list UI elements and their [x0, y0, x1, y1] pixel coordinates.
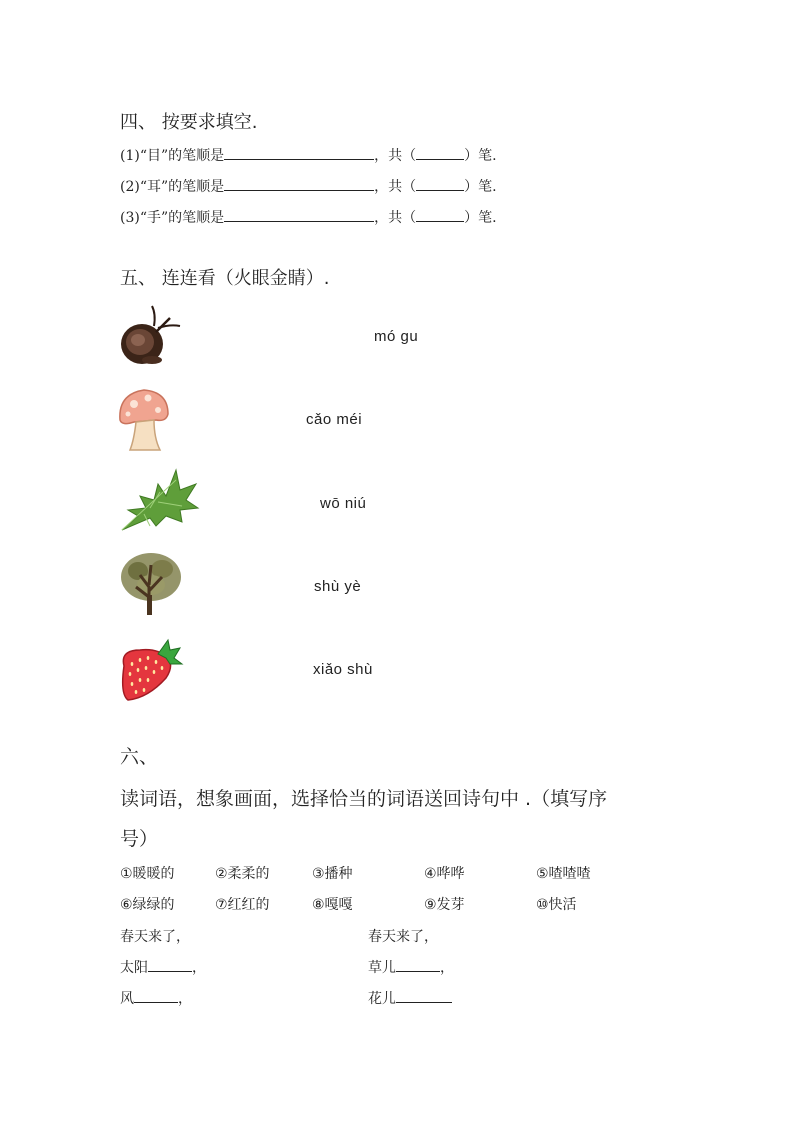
- poem-line-left-2: [120, 957, 206, 977]
- poem-answer-blank[interactable]: [134, 988, 178, 1003]
- poem-answer-blank[interactable]: [396, 988, 452, 1003]
- section6-instruction-line1: 读词语，想象画面，选择恰当的词语送回诗句中 .（填写序: [120, 788, 608, 810]
- question-text: ，共（: [374, 148, 417, 164]
- poem-subject: 花儿: [368, 991, 396, 1007]
- word-option: ⑤喳喳喳: [536, 866, 591, 882]
- stroke-order-blank[interactable]: [224, 145, 374, 160]
- poem-line-right-1: 春天来了，: [368, 929, 438, 945]
- question-text: (1)“目”的笔顺是: [120, 148, 225, 164]
- snail-picture[interactable]: [116, 302, 182, 366]
- pinyin-caomei[interactable]: cǎo méi: [306, 411, 363, 428]
- poem-line-right-3: [368, 988, 452, 1008]
- pinyin-shuye[interactable]: shù yè: [314, 578, 362, 595]
- stroke-question-1: [120, 145, 497, 165]
- stroke-question-2: [120, 176, 497, 196]
- question-text: ）笔.: [464, 179, 497, 195]
- stroke-count-blank[interactable]: [416, 145, 464, 160]
- pinyin-xiaoshu[interactable]: xiǎo shù: [313, 661, 373, 678]
- strawberry-picture[interactable]: [118, 636, 184, 702]
- word-option: ⑧嘎嘎: [312, 897, 353, 913]
- stroke-order-blank[interactable]: [224, 207, 374, 222]
- section5-heading: 五、 连连看（火眼金睛）.: [120, 268, 330, 289]
- word-option: ⑥绿绿的: [120, 897, 175, 913]
- question-text: (2)“耳”的笔顺是: [120, 179, 225, 195]
- poem-line-left-1: 春天来了，: [120, 929, 190, 945]
- poem-answer-blank[interactable]: [396, 957, 440, 972]
- poem-subject: 风: [120, 991, 134, 1007]
- tree-picture[interactable]: [118, 551, 184, 617]
- poem-line-left-3: [120, 988, 192, 1008]
- stroke-count-blank[interactable]: [416, 207, 464, 222]
- poem-subject: 草儿: [368, 960, 396, 976]
- word-option: ②柔柔的: [215, 866, 270, 882]
- pinyin-mogu[interactable]: mó gu: [374, 328, 419, 345]
- word-option: ④哗哗: [424, 866, 465, 882]
- question-text: ）笔.: [464, 210, 497, 226]
- word-option: ①暖暖的: [120, 866, 175, 882]
- word-option: ③播种: [312, 866, 353, 882]
- poem-line-right-2: [368, 957, 454, 977]
- word-option: ⑦红红的: [215, 897, 270, 913]
- section6-heading: 六、: [120, 746, 159, 768]
- mushroom-picture[interactable]: [116, 386, 172, 452]
- question-text: ，共（: [374, 179, 417, 195]
- question-text: ）笔.: [464, 148, 497, 164]
- poem-comma: ，: [440, 960, 454, 976]
- stroke-question-3: [120, 207, 497, 227]
- poem-comma: ，: [178, 991, 192, 1007]
- word-option: ⑩快活: [536, 897, 577, 913]
- section4-heading: 四、 按要求填空.: [120, 112, 258, 133]
- question-text: (3)“手”的笔顺是: [120, 210, 225, 226]
- poem-comma: ，: [192, 960, 206, 976]
- stroke-count-blank[interactable]: [416, 176, 464, 191]
- poem-subject: 太阳: [120, 960, 148, 976]
- poem-answer-blank[interactable]: [148, 957, 192, 972]
- question-text: ，共（: [374, 210, 417, 226]
- section6-instruction-line2: 号）: [120, 828, 159, 850]
- leaf-picture[interactable]: [120, 466, 200, 532]
- stroke-order-blank[interactable]: [224, 176, 374, 191]
- word-option: ⑨发芽: [424, 897, 465, 913]
- pinyin-woniu[interactable]: wō niú: [320, 495, 367, 512]
